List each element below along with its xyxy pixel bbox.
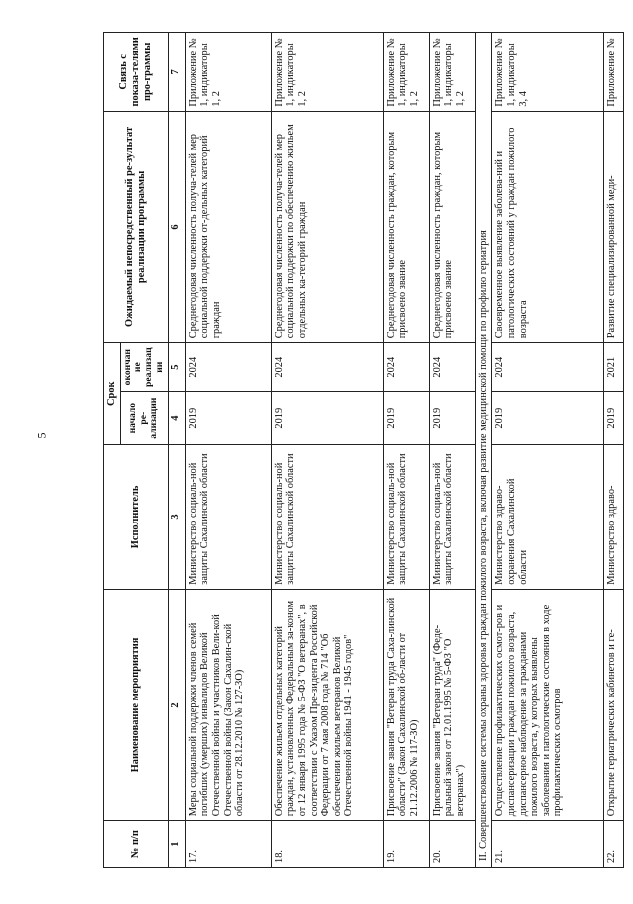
row-executor: Министерство социаль-ной защиты Сахалинской области	[185, 445, 271, 589]
table-row	[604, 33, 624, 868]
table-wrapper	[103, 32, 625, 868]
row-link: Приложение № 1, индикаторы 3, 4	[492, 33, 604, 112]
row-result: Среднегодовая численность получа-телей мер социальной поддержки по обеспечению жильем отдельных ка-тегорий граждан	[271, 111, 383, 343]
row-end: 2024	[185, 343, 271, 392]
section-row	[475, 33, 492, 868]
row-num: 17.	[185, 821, 271, 868]
header-result: Ожидаемый непосредственный ре-зультат реализации программы	[104, 111, 169, 343]
row-result: Развитие специализированной меди-	[604, 111, 624, 343]
row-start: 2019	[383, 392, 429, 445]
row-executor: Министерство социаль-ной защиты Сахалинской области	[429, 445, 475, 589]
row-executor: Министерство здраво-охранения Сахалинской области	[492, 445, 604, 589]
row-link: Приложение № 1, индикаторы 1, 2	[271, 33, 383, 112]
row-end: 2024	[492, 343, 604, 392]
table-row	[429, 33, 475, 868]
row-name: Осуществление профилактических осмот-ров и диспансеризации граждан пожилого возраста, диспансерное наблюдение за гражданами пожилого возраста, у которых выявлены заболевания и патологические состояния в ходе профилактических осмотров	[492, 589, 604, 821]
column-number: 4	[168, 392, 185, 445]
row-start: 2019	[429, 392, 475, 445]
row-result: Среднегодовая численность граждан, которым присвоено звание	[429, 111, 475, 343]
row-result: Среднегодовая численность граждан, которым присвоено звание	[383, 111, 429, 343]
row-end: 2021	[604, 343, 624, 392]
header-name: Наименование мероприятия	[104, 589, 169, 821]
row-start: 2019	[604, 392, 624, 445]
row-executor: Министерство социаль-ной защиты Сахалинской области	[383, 445, 429, 589]
header-period: Срок	[104, 343, 121, 445]
row-num: 18.	[271, 821, 383, 868]
row-num: 22.	[604, 821, 624, 868]
row-end: 2024	[271, 343, 383, 392]
column-number: 5	[168, 343, 185, 392]
row-name: Меры социальной поддержки членов семей погибших (умерших) инвалидов Великой Отечественной войны и участников Вели-кой Отечественной войны (Закон Сахалин-ской области от 28.12.2010 № 127-ЗО)	[185, 589, 271, 821]
header-num: № п/п	[104, 821, 169, 868]
table-row	[492, 33, 604, 868]
column-number: 3	[168, 445, 185, 589]
row-start: 2019	[185, 392, 271, 445]
column-number: 7	[168, 33, 185, 112]
row-name: Присвоение звания "Ветеран труда" (Феде-ральный закон от 12.01.1995 № 5-ФЗ "О ветеранах")	[429, 589, 475, 821]
row-end: 2024	[429, 343, 475, 392]
row-result: Среднегодовая численность получа-телей мер социальной поддержки от-дельных категорий граждан	[185, 111, 271, 343]
row-link: Приложение № 1, индикаторы 1, 2	[185, 33, 271, 112]
row-executor: Министерство здраво-	[604, 445, 624, 589]
row-end: 2024	[383, 343, 429, 392]
column-number: 1	[168, 821, 185, 868]
row-start: 2019	[271, 392, 383, 445]
table-row	[185, 33, 271, 868]
header-end: окончание реализации	[120, 343, 168, 392]
section-title: II. Совершенствование системы охраны здоровья граждан пожилого возраста, включая развитие медицинской помощи по профилю гериатрия	[475, 33, 492, 868]
row-executor: Министерство социаль-ной защиты Сахалинской области	[271, 445, 383, 589]
row-link: Приложение №	[604, 33, 624, 112]
row-num: 21.	[492, 821, 604, 868]
row-name: Присвоение звания "Ветеран труда Саха-линской области" (Закон Сахалинской об-ласти от 21.12.2006 № 117-ЗО)	[383, 589, 429, 821]
page-number: 5	[34, 432, 49, 439]
header-link: Связь с показа-телями про-граммы	[104, 33, 169, 112]
row-link: Приложение № 1, индикаторы 1, 2	[383, 33, 429, 112]
table-row	[271, 33, 383, 868]
column-number: 2	[168, 589, 185, 821]
row-num: 19.	[383, 821, 429, 868]
column-number: 6	[168, 111, 185, 343]
row-link: Приложение № 1, индикаторы 1, 2	[429, 33, 475, 112]
row-result: Своевременное выявление заболева-ний и патологических состояний у граждан пожилого возраста	[492, 111, 604, 343]
row-num: 20.	[429, 821, 475, 868]
row-name: Обеспечение жильем отдельных категорий граждан, установленных Федеральным за-коном от 12 января 1995 года № 5-ФЗ "О ветеранах", в соответствии с Указом Пре-зидента Российской Федерации от 7 мая 2008 года № 714 "Об обеспечении жильем ветеранов Великой Отечественной войны 1941 - 1945 годов"	[271, 589, 383, 821]
program-activities-table	[103, 32, 624, 868]
header-executor: Исполнитель	[104, 445, 169, 589]
row-name: Открытие гериатрических кабинетов и ге-	[604, 589, 624, 821]
table-row	[383, 33, 429, 868]
header-start: начало ре-ализации	[120, 392, 168, 445]
row-start: 2019	[492, 392, 604, 445]
